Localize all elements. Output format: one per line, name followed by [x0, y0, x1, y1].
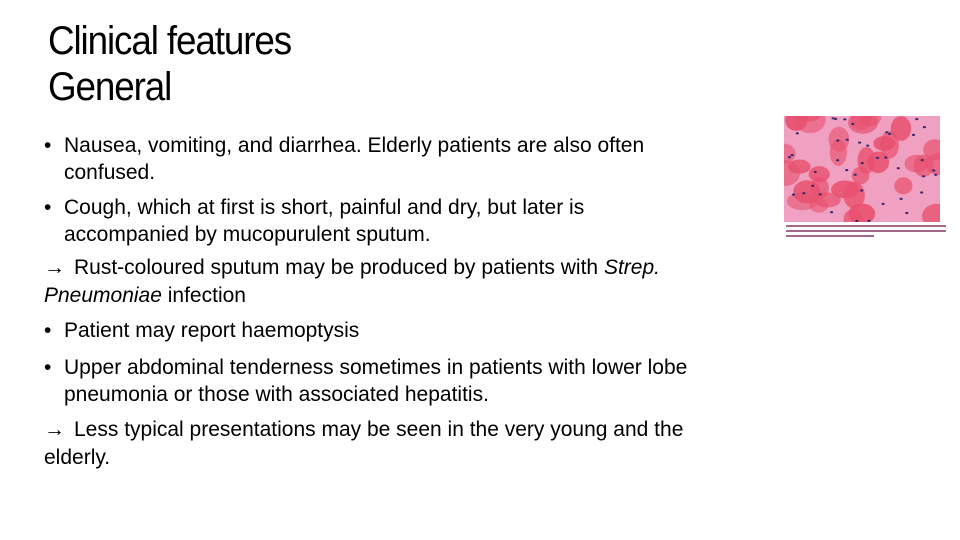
- diplococcus-dot: [888, 133, 891, 135]
- diplococcus-dot: [866, 145, 869, 147]
- diplococcus-dot: [861, 162, 864, 164]
- slide-title: [48, 18, 600, 110]
- sputum-gram-stain-image: [784, 116, 940, 222]
- diplococcus-dot: [819, 193, 822, 195]
- arrow-text: Less typical presentations may be seen in the very young and the: [74, 418, 684, 441]
- figure-caption: [786, 222, 946, 240]
- bullet-marker: •: [44, 196, 52, 219]
- diplococcus-dot: [830, 211, 833, 213]
- diplococcus-dot: [846, 139, 849, 141]
- bullet-item: [44, 192, 844, 246]
- bullet-item: [44, 352, 844, 406]
- bullet-marker: •: [44, 134, 52, 157]
- diplococcus-dot: [851, 123, 854, 125]
- cell-shape: [891, 116, 911, 141]
- diplococcus-dot: [802, 192, 805, 194]
- diplococcus-dot: [884, 156, 887, 158]
- diplococcus-dot: [915, 118, 918, 120]
- diplococcus-dot: [836, 140, 839, 142]
- diplococcus-dot: [792, 194, 795, 196]
- bullet-text: Upper abdominal tenderness sometimes in patients with lower lobe: [64, 356, 688, 379]
- bullet-item: [44, 130, 844, 184]
- diplococcus-dot: [814, 171, 817, 173]
- arrow-text-continued: infection: [161, 284, 246, 307]
- diplococcus-dot: [791, 154, 794, 156]
- diplococcus-dot: [843, 118, 846, 120]
- arrow-text: Rust-coloured sputum may be produced by patients with: [74, 256, 604, 279]
- diplococcus-dot: [900, 198, 903, 200]
- bullet-text-continued: pneumonia or those with associated hepatitis.: [64, 383, 489, 406]
- arrow-marker: →: [44, 418, 65, 441]
- arrow-marker: →: [44, 256, 65, 279]
- bullet-marker: •: [44, 356, 52, 379]
- diplococcus-dot: [796, 132, 799, 134]
- diplococcus-dot: [932, 169, 935, 171]
- title-line-1: Clinical features: [48, 19, 292, 63]
- diplococcus-dot: [788, 156, 791, 158]
- bullet-text-continued: accompanied by mucopurulent sputum.: [64, 223, 431, 246]
- cell-shape: [905, 155, 928, 173]
- caption-line: [786, 230, 946, 232]
- bullet-item: [44, 315, 844, 346]
- title-line-2: General: [48, 65, 172, 109]
- diplococcus-dot: [834, 118, 837, 120]
- diplococcus-dot: [854, 174, 857, 176]
- caption-line: [786, 235, 874, 237]
- diplococcus-dot: [860, 189, 863, 191]
- diplococcus-dot: [897, 167, 900, 169]
- diplococcus-dot: [920, 191, 923, 193]
- caption-line: [786, 225, 946, 227]
- arrow-text-continued: elderly.: [44, 446, 111, 469]
- cell-shape: [788, 160, 811, 174]
- diplococcus-dot: [923, 126, 926, 128]
- arrow-item: [44, 252, 844, 309]
- cell-shape: [858, 147, 876, 174]
- diplococcus-dot: [922, 175, 925, 177]
- bullet-text: Nausea, vomiting, and diarrhea. Elderly patients are also often: [64, 134, 645, 157]
- arrow-item: [44, 414, 844, 471]
- diplococcus-dot: [811, 185, 814, 187]
- bullet-text: Patient may report haemoptysis: [64, 319, 360, 342]
- arrow-text-italic: Strep.: [603, 256, 660, 279]
- bullet-marker: •: [44, 319, 52, 342]
- diplococcus-dot: [836, 159, 839, 161]
- diplococcus-dot: [905, 212, 908, 214]
- diplococcus-dot: [934, 174, 937, 176]
- cell-shape: [809, 166, 830, 182]
- slide-body: [44, 130, 844, 471]
- bullet-text: Cough, which at first is short, painful and dry, but later is: [64, 196, 585, 219]
- arrow-text-italic-continued: Pneumoniae: [44, 284, 162, 307]
- diplococcus-dot: [885, 131, 888, 133]
- bullet-text-continued: confused.: [64, 161, 156, 184]
- diplococcus-dot: [912, 134, 915, 136]
- diplococcus-dot: [858, 142, 861, 144]
- cell-shape: [873, 136, 895, 151]
- micrograph-graphic: [784, 116, 940, 222]
- diplococcus-dot: [882, 203, 885, 205]
- diplococcus-dot: [876, 157, 879, 159]
- diplococcus-dot: [845, 169, 848, 171]
- diplococcus-dot: [921, 159, 924, 161]
- cell-shape: [894, 177, 912, 194]
- cell-shape: [810, 198, 829, 213]
